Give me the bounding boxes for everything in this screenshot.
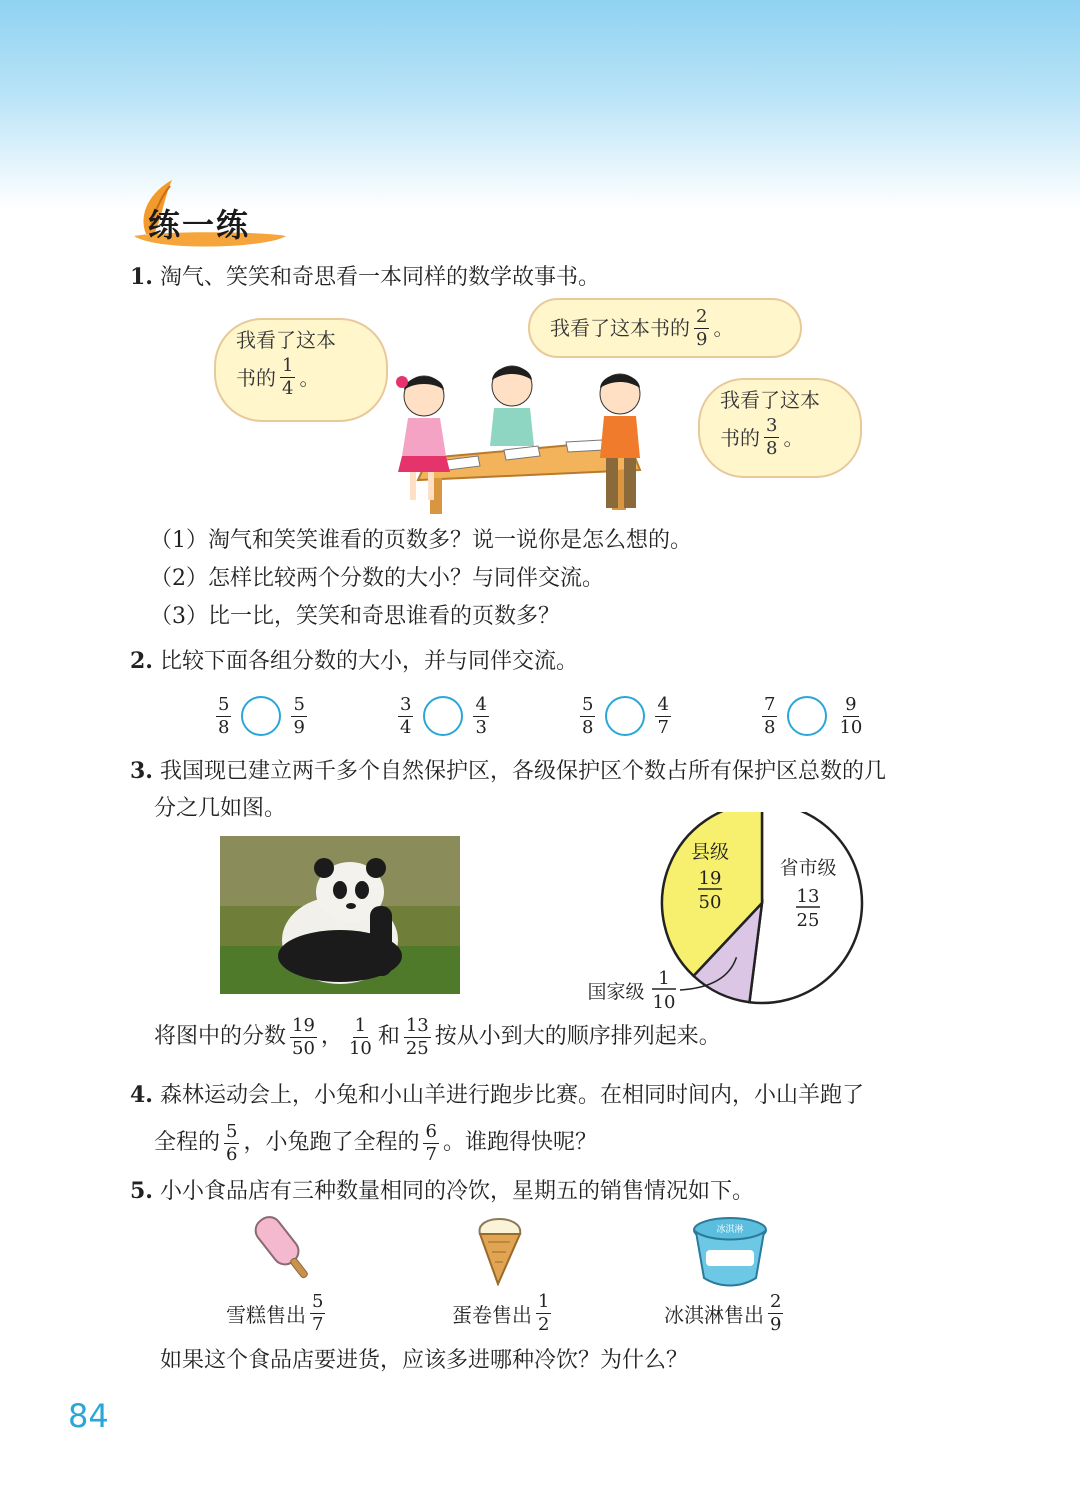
sentence-text: 全程的 [154,1130,221,1155]
fraction: $\frac{2}{9}$ [696,305,708,350]
bubble-text: 我看了这本 [720,388,820,412]
fraction: $\frac{3}{4}$ [400,693,412,738]
ice-cream-cone-icon [470,1208,530,1286]
fraction: $\frac{4}{3}$ [475,693,487,738]
question-3-line2: 分之几如图。 [154,796,287,821]
question-text: 小小食品店有三种数量相同的冷饮，星期五的销售情况如下。 [159,1179,754,1204]
sentence-text: 将图中的分数 [154,1024,287,1049]
sentence-text: 按从小到大的顺序排列起来。 [434,1024,721,1049]
q5-question: 如果这个食品店要进货，应该多进哪种冷饮？为什么？ [160,1348,689,1373]
fraction: $\frac{19}{50}$ [292,1014,315,1059]
fraction: $\frac{2}{9}$ [770,1290,782,1335]
sentence-text: ， [320,1024,343,1049]
fraction: $\frac{5}{6}$ [226,1120,238,1165]
q3-sentence [154,1012,721,1062]
fraction: $\frac{4}{7}$ [657,693,669,738]
compare-pair-4 [758,690,868,742]
fraction: $\frac{1}{2}$ [538,1290,550,1335]
question-text: 森林运动会上，小兔和小山羊进行跑步比赛。在相同时间内，小山羊跑了 [159,1083,864,1108]
sale-label: 蛋卷售出 [452,1302,532,1327]
question-number: 4. [130,1082,153,1108]
pie-value-3-denominator: 10 [652,992,676,1012]
fraction: $\frac{9}{10}$ [839,693,863,738]
compare-pair-3 [576,690,675,742]
question-1 [130,262,600,293]
question-4 [130,1080,864,1111]
popsicle-icon [244,1210,324,1286]
children-reading-illustration [388,360,668,520]
q1-sub-1: （1）淘气和笑笑谁看的页数多？说一说你是怎么想的。 [150,528,692,553]
q1-sub-2: （2）怎样比较两个分数的大小？与同伴交流。 [150,566,604,591]
fraction: $\frac{1}{4}$ [282,355,294,399]
fraction: $\frac{1}{10}$ [348,1014,372,1059]
bubble-text: 书的 [720,425,760,450]
question-2 [130,646,578,677]
sale-label: 冰淇淋售出 [664,1302,764,1327]
pie-value-1-denominator: 50 [698,892,722,913]
answer-circle[interactable] [423,696,463,736]
section-header [128,178,298,250]
question-text: 淘气、笑笑和奇思看一本同样的数学故事书。 [159,265,600,290]
fraction: $\frac{5}{9}$ [293,693,305,738]
sentence-text: ，小兔跑了全程的 [243,1130,420,1155]
fraction: $\frac{5}{8}$ [218,693,230,738]
bubble-text: 。 [299,365,320,390]
pie-label-1: 县级 [690,841,730,863]
fraction: $\frac{7}{8}$ [764,693,776,738]
answer-circle[interactable] [605,696,645,736]
bubble-text: 。 [783,425,804,450]
sale-item-1 [226,1290,329,1336]
speech-bubble-left [214,318,388,422]
page-number: 84 [68,1397,109,1435]
fraction: $\frac{6}{7}$ [425,1120,437,1165]
pie-value-1-numerator: 19 [698,868,722,889]
pie-chart [580,812,880,1012]
panda-photo [220,836,460,994]
fraction: $\frac{3}{8}$ [766,415,778,459]
question-text: 比较下面各组分数的大小，并与同伴交流。 [159,649,578,674]
pie-label-2: 省市级 [779,857,837,879]
question-text: 我国现已建立两千多个自然保护区，各级保护区个数占所有保护区总数的几 [159,759,886,784]
question-number: 1. [130,264,153,290]
speech-bubble-middle [528,298,802,358]
question-3 [130,756,886,787]
speech-bubble-right [698,378,862,478]
fraction: $\frac{5}{7}$ [312,1290,324,1335]
pie-value-3-numerator: 1 [658,968,670,989]
bubble-text: 书的 [236,365,276,390]
pie-value-2-numerator: 13 [796,886,820,907]
bubble-text: 我看了这本 [236,328,336,352]
pie-label-3: 国家级 [587,981,645,1003]
tub-label: 冰淇淋 [716,1225,744,1235]
question-4-line2 [154,1118,597,1168]
answer-circle[interactable] [241,696,281,736]
fraction: $\frac{13}{25}$ [405,1014,429,1059]
question-number: 2. [130,648,153,674]
compare-pair-1 [212,690,311,742]
q1-sub-3: （3）比一比，笑笑和奇思谁看的页数多？ [150,604,560,629]
sale-item-3 [664,1290,787,1336]
question-number: 3. [130,758,153,784]
sale-label: 雪糕售出 [226,1302,306,1327]
sentence-text: 和 [377,1024,400,1049]
pie-value-2-denominator: 25 [796,910,820,931]
bubble-text: 。 [713,316,734,340]
compare-pair-2 [394,690,493,742]
sentence-text: 。谁跑得快呢？ [442,1130,597,1155]
section-title: 练一练 [148,206,251,244]
answer-circle[interactable] [787,696,827,736]
fraction: $\frac{5}{8}$ [582,693,594,738]
question-number: 5. [130,1178,153,1204]
bubble-text: 我看了这本书的 [550,316,690,340]
ice-cream-tub-icon [690,1216,770,1288]
question-5 [130,1176,754,1207]
sale-item-2 [452,1290,555,1336]
